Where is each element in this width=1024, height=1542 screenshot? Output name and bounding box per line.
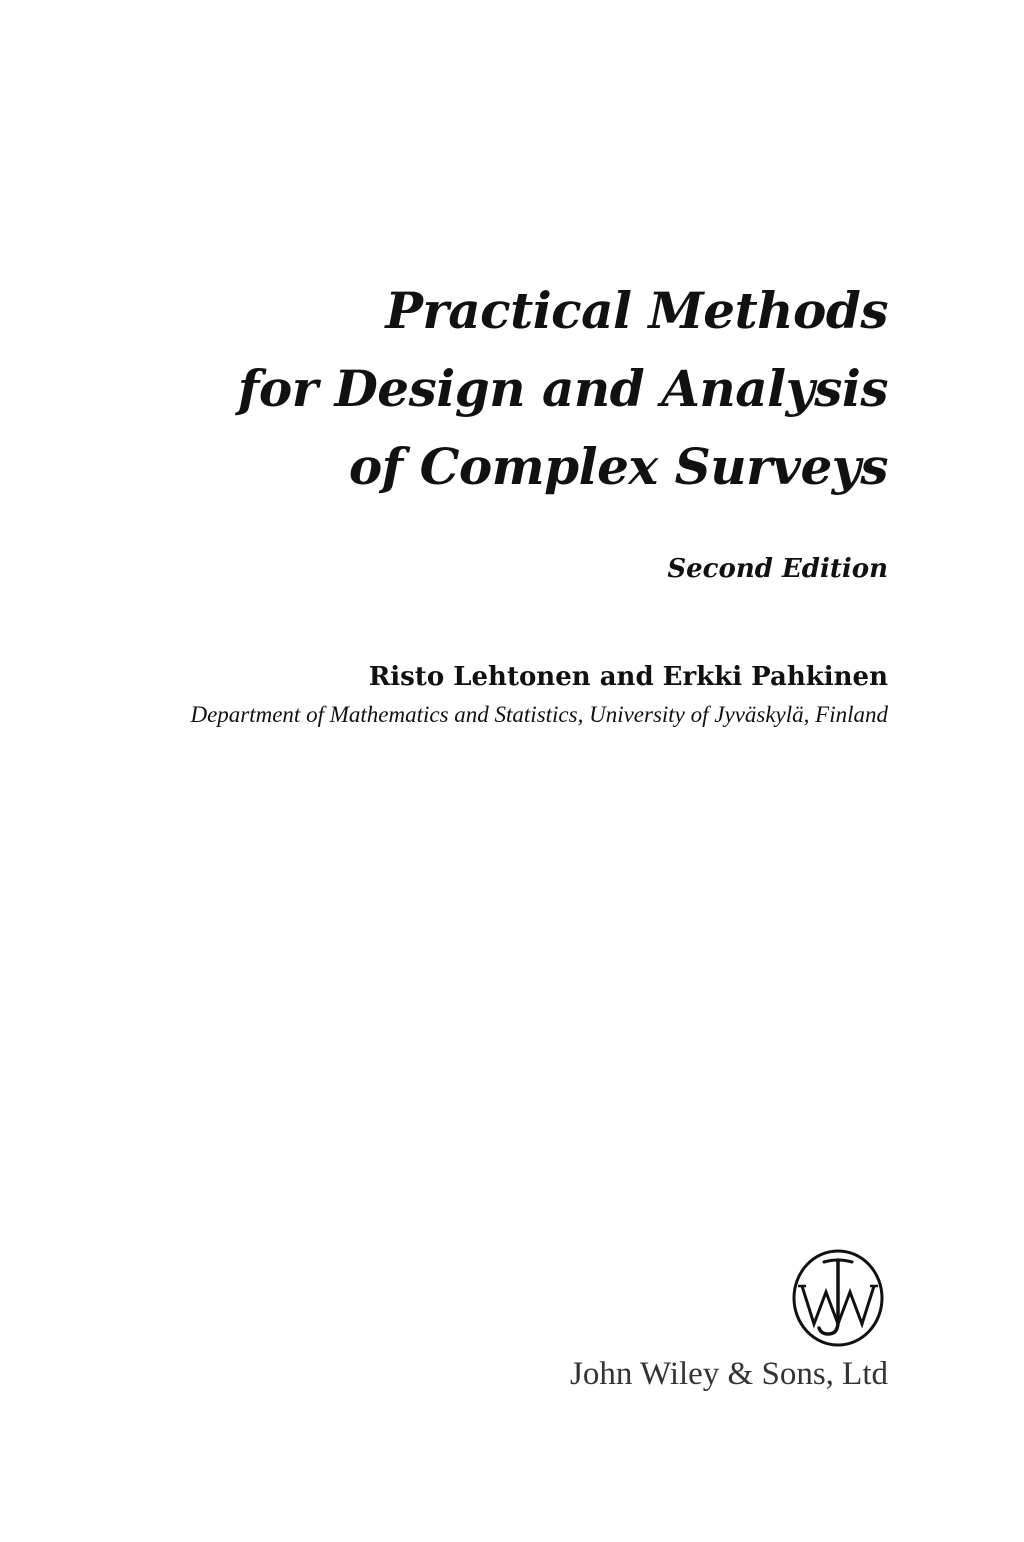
authors: Risto Lehtonen and Erkki Pahkinen [368,662,888,692]
title-line-3: of Complex Surveys [348,437,888,496]
title-line-2: for Design and Analysis [237,359,888,418]
book-title [238,272,888,506]
publisher-name: John Wiley & Sons, Ltd [570,1356,888,1392]
affiliation: Department of Mathematics and Statistics, University of Jyväskylä, Finland [190,702,888,727]
edition-label: Second Edition [667,554,888,584]
wiley-logo-icon [788,1248,888,1348]
title-line-1: Practical Methods [385,281,888,340]
